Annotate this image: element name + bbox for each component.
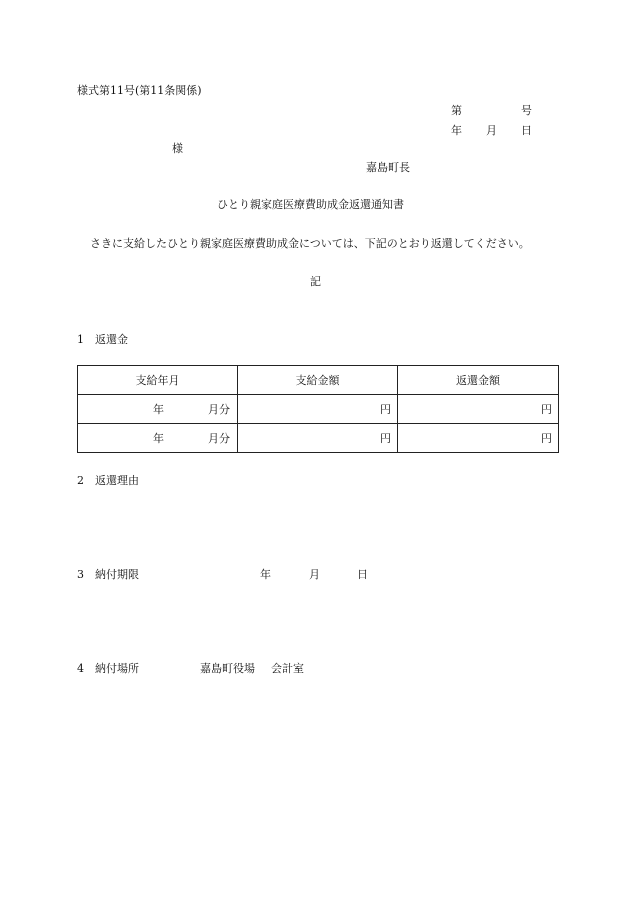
deadline-day: 日 — [357, 568, 368, 581]
header-refund-amount: 返還金額 — [398, 366, 559, 395]
recipient-suffix: 様 — [172, 142, 183, 155]
table-row — [78, 424, 559, 453]
table-header-row — [78, 366, 559, 395]
form-reference: 様式第11号(第11条関係) — [77, 84, 202, 97]
payment-amount-cell: 円 — [238, 395, 398, 424]
document-title: ひとり親家庭医療費助成金返還通知書 — [217, 198, 404, 211]
payment-period-cell — [78, 424, 238, 453]
header-payment-month: 支給年月 — [78, 366, 238, 395]
payment-period-cell — [78, 395, 238, 424]
section3-number: 3 — [77, 568, 84, 581]
header-payment-amount: 支給金額 — [238, 366, 398, 395]
section4-number: 4 — [77, 662, 84, 675]
body-text: さきに支給したひとり親家庭医療費助成金については、下記のとおり返還してください。 — [90, 237, 530, 250]
section1-label: 返還金 — [95, 333, 128, 346]
date-year: 年 — [451, 124, 462, 137]
deadline-year: 年 — [260, 568, 271, 581]
period-year: 年 — [153, 432, 164, 445]
table-row — [78, 395, 559, 424]
date-month: 月 — [486, 124, 497, 137]
deadline-month: 月 — [309, 568, 320, 581]
payment-amount-cell: 円 — [238, 424, 398, 453]
section4-label: 納付場所 — [95, 662, 139, 675]
section2-number: 2 — [77, 474, 84, 487]
section2-label: 返還理由 — [95, 474, 139, 487]
section3-label: 納付期限 — [95, 568, 139, 581]
refund-amount-cell: 円 — [398, 395, 559, 424]
period-month: 月分 — [208, 432, 230, 445]
doc-number-label: 第 — [451, 104, 462, 117]
payment-room: 会計室 — [271, 662, 304, 675]
refund-amount-cell: 円 — [398, 424, 559, 453]
doc-number-suffix: 号 — [521, 104, 532, 117]
period-month: 月分 — [208, 403, 230, 416]
ki-label: 記 — [310, 275, 321, 288]
refund-table — [77, 365, 559, 453]
date-day: 日 — [521, 124, 532, 137]
issuer: 嘉島町長 — [366, 161, 410, 174]
period-year: 年 — [153, 403, 164, 416]
payment-place: 嘉島町役場 — [200, 662, 255, 675]
section1-number: 1 — [77, 333, 84, 346]
